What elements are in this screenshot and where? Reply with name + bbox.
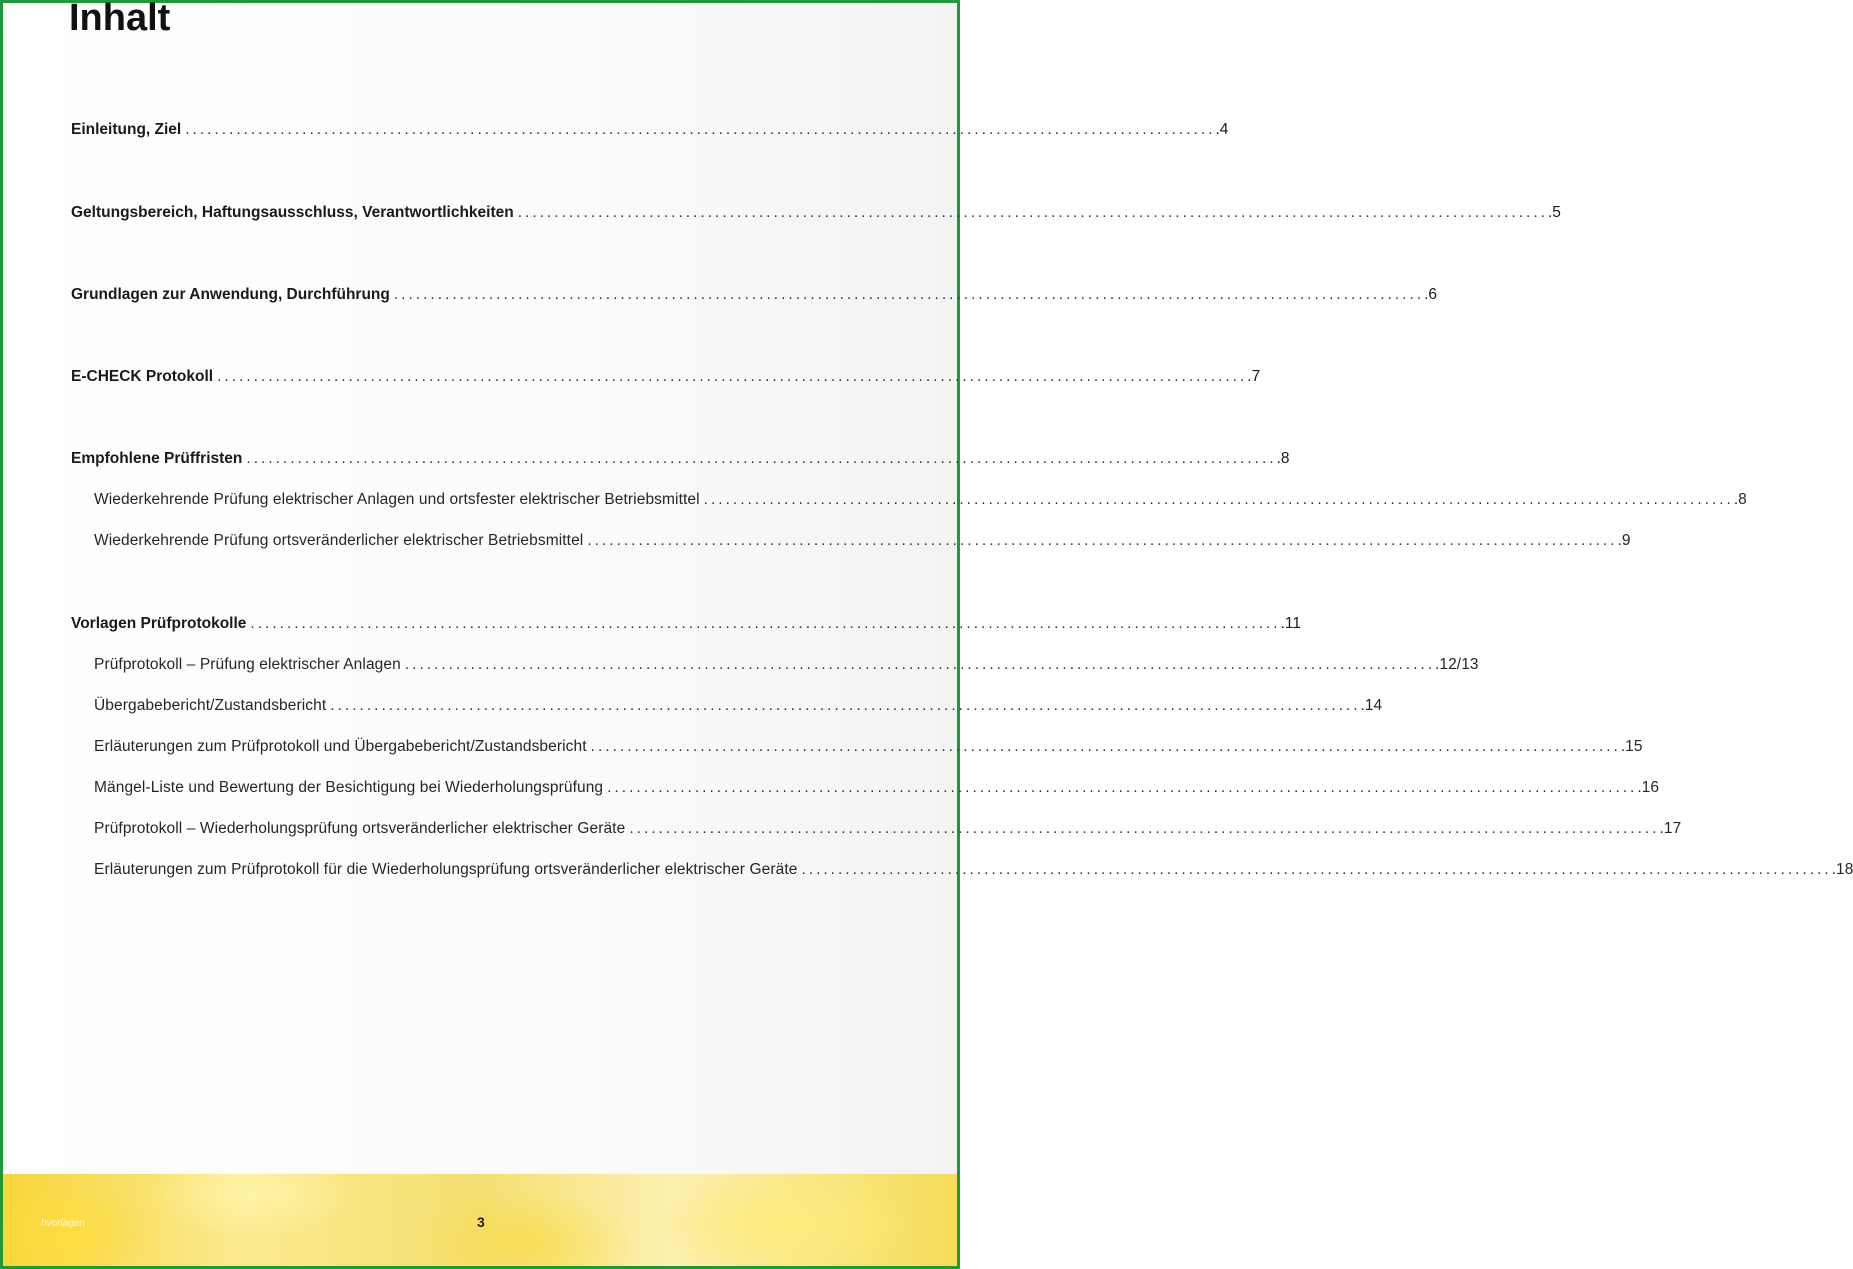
toc-entry-page: . 11 — [1281, 614, 1301, 634]
toc-entry-page: . 16 — [1637, 778, 1659, 798]
toc-entry-page: . 7 — [1247, 367, 1260, 387]
toc-subentry[interactable] — [94, 819, 1682, 839]
toc-entry-label: Grundlagen zur Anwendung, Durchführung — [71, 286, 390, 303]
toc-entry-page: . 8 — [1734, 490, 1747, 510]
toc-entry-label: Geltungsbereich, Haftungsausschluss, Verantwortlichkeiten — [71, 204, 514, 221]
toc-subentry[interactable] — [94, 778, 1660, 798]
toc-entry-page: . 14 — [1361, 696, 1383, 716]
toc-entry-label: Prüfprotokoll – Prüfung elektrischer Anlagen — [94, 656, 401, 673]
toc-dot-leader: ............................................................................................................................................. — [607, 779, 1638, 796]
toc-entry-label: E-CHECK Protokoll — [71, 368, 214, 385]
toc-dot-leader: ............................................................................................................................................. — [517, 204, 1548, 221]
toc-entry-label: Wiederkehrende Prüfung elektrischer Anlagen und ortsfester elektrischer Betriebsmittel — [94, 491, 700, 508]
toc-entry-label: Wiederkehrende Prüfung ortsveränderlicher elektrischer Betriebsmittel — [94, 532, 584, 549]
toc-subentry[interactable] — [94, 655, 1479, 675]
toc-entry-page: . 5 — [1548, 203, 1561, 223]
toc-entry-page: . 9 — [1618, 531, 1631, 551]
toc-dot-leader: ............................................................................................................................................. — [250, 615, 1281, 632]
toc-entry[interactable] — [71, 285, 1438, 305]
toc-subentry[interactable] — [94, 737, 1643, 757]
toc-dot-leader: ............................................................................................................................................. — [629, 820, 1660, 837]
toc-entry-page: . 15 — [1621, 737, 1643, 757]
toc-entry-label: Prüfprotokoll – Wiederholungsprüfung ortsveränderlicher elektrischer Geräte — [94, 820, 626, 837]
toc-entry-page: . 18 — [1832, 860, 1853, 880]
toc-entry[interactable] — [71, 614, 1302, 634]
toc-dot-leader: ............................................................................................................................................. — [246, 450, 1277, 467]
footer-band — [3, 1174, 957, 1266]
toc-entry[interactable] — [71, 367, 1261, 387]
toc-entry-label: Empfohlene Prüffristen — [71, 450, 243, 467]
footer-brand-watermark: hvorlagen — [41, 1218, 85, 1229]
toc-dot-leader: ............................................................................................................................................. — [703, 491, 1734, 508]
toc-dot-leader: ............................................................................................................................................. — [393, 286, 1425, 303]
toc-dot-leader: ............................................................................................................................................. — [330, 697, 1361, 714]
toc-subentry[interactable] — [94, 490, 1747, 510]
toc-entry[interactable] — [71, 449, 1290, 469]
toc-subentry[interactable] — [94, 860, 1853, 880]
footer-page-number: 3 — [477, 1214, 485, 1230]
toc-dot-leader: ............................................................................................................................................. — [404, 656, 1436, 673]
toc-subentry[interactable] — [94, 696, 1383, 716]
toc-entry-page: . 12/13 — [1435, 655, 1479, 675]
toc-entry-label: Erläuterungen zum Prüfprotokoll für die Wiederholungsprüfung ortsveränderlicher elektrischer Geräte — [94, 861, 798, 878]
toc-dot-leader: ............................................................................................................................................. — [587, 532, 1618, 549]
toc-entry-label: Übergabebericht/Zustandsbericht — [94, 697, 327, 714]
toc-entry-label: Einleitung, Ziel — [71, 121, 182, 138]
toc-dot-leader: ............................................................................................................................................. — [590, 738, 1621, 755]
toc-dot-leader: ............................................................................................................................................. — [185, 121, 1216, 138]
toc-subentry[interactable] — [94, 531, 1631, 551]
toc-entry[interactable] — [71, 120, 1229, 140]
toc-entry-label: Vorlagen Prüfprotokolle — [71, 615, 247, 632]
table-of-contents — [3, 3, 1853, 1266]
toc-entry-page: . 8 — [1277, 449, 1290, 469]
toc-entry-page: . 6 — [1424, 285, 1437, 305]
toc-dot-leader: ............................................................................................................................................. — [217, 368, 1248, 385]
toc-entry-page: . 4 — [1215, 120, 1228, 140]
toc-entry[interactable] — [71, 203, 1561, 223]
toc-entry-label: Erläuterungen zum Prüfprotokoll und Übergabebericht/Zustandsbericht — [94, 738, 587, 755]
toc-entry-page: . 17 — [1660, 819, 1682, 839]
toc-entry-label: Mängel-Liste und Bewertung der Besichtigung bei Wiederholungsprüfung — [94, 779, 604, 796]
page-title: Inhalt — [69, 0, 171, 39]
toc-dot-leader: ............................................................................................................................................. — [801, 861, 1832, 878]
